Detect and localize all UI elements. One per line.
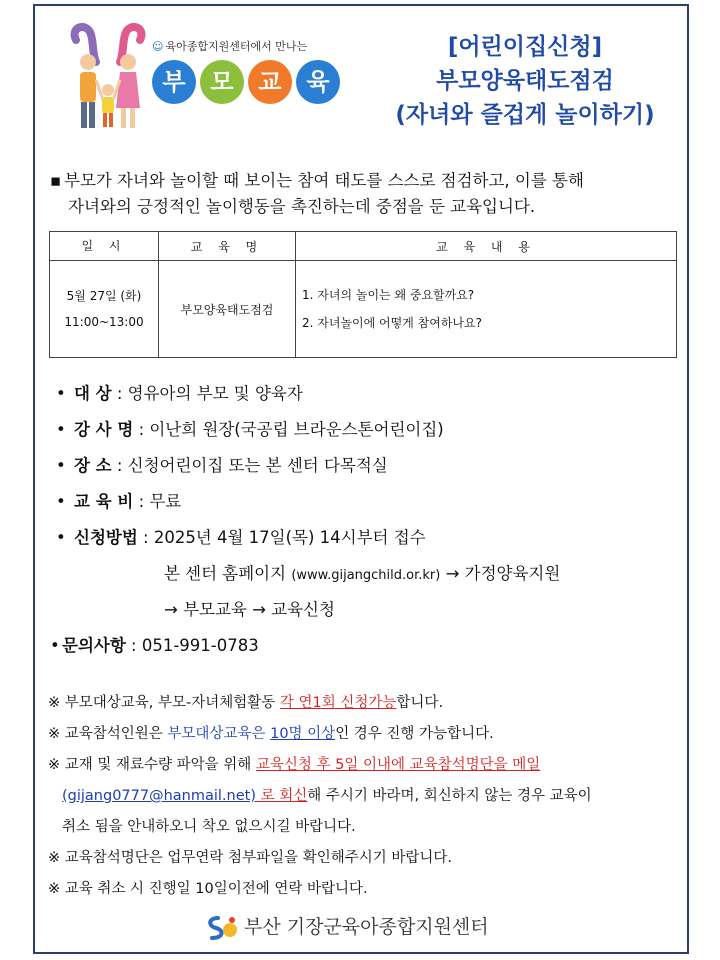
email-link[interactable]: (gijang0777@hanmail.net) — [62, 788, 256, 804]
homepage-link[interactable]: (www.gijangchild.or.kr) — [291, 568, 441, 583]
org-name: 부산 기장군육아종합지원센터 — [244, 916, 489, 938]
note-3-end: 취소 됨을 안내하오니 착오 없으시길 바랍니다. — [62, 819, 356, 835]
bullet-icon: • — [56, 420, 66, 439]
table-row — [50, 261, 677, 358]
note-5: ※ 교육 취소 시 진행일 10일이전에 연락 바랍니다. — [48, 881, 368, 897]
header-course-content: 교 육 내 용 — [296, 232, 677, 261]
detail-apply-path — [56, 560, 696, 596]
apply-path-steps: → 부모교육 → 교육신청 — [164, 600, 335, 619]
instructor-value: : 이난희 원장(국공립 브라운스톤어린이집) — [138, 420, 444, 439]
place-label: 장 소 — [74, 456, 112, 475]
center-logo-icon: ☺ — [152, 40, 164, 53]
note-highlight: 부모대상교육은 — [167, 726, 271, 742]
description-line-2: 자녀와의 긍정적인 놀이행동을 촉진하는데 중점을 둔 교육입니다. — [68, 197, 536, 216]
target-value: : 영유아의 부모 및 양육자 — [116, 384, 303, 403]
notes-list — [48, 688, 688, 905]
content-item-2: 2. 자녀놀이에 어떻게 참여하나요? — [302, 316, 482, 330]
title-line-1: [어린이집신청] — [447, 34, 603, 60]
description-line-1: 부모가 자녀와 놀이할 때 보이는 참여 태도를 스스로 점검하고, 이를 통해 — [64, 171, 584, 190]
note-1 — [48, 688, 688, 719]
content-item-1: 1. 자녀의 놀이는 왜 중요할까요? — [302, 288, 475, 302]
contact-label: 문의사항 — [62, 636, 126, 655]
header — [60, 16, 680, 136]
parent-education-logo — [152, 60, 344, 104]
note-highlight: 교육신청 후 5일 이내에 교육참석명단을 메일 — [255, 757, 541, 773]
bullet-icon: • — [56, 456, 66, 475]
note-text: 인 경우 진행 가능합니다. — [335, 726, 494, 742]
cell-course-name: 부모양육태도점검 — [159, 261, 296, 358]
logo-circle-bu: 부 — [152, 60, 196, 104]
detail-fee — [56, 488, 696, 524]
detail-apply-path-2 — [56, 596, 696, 632]
bullet-icon: • — [56, 528, 66, 547]
table-header-row — [50, 232, 677, 261]
detail-contact — [50, 632, 696, 668]
fee-label: 교 육 비 — [74, 492, 134, 511]
note-highlight: 로 회신 — [256, 788, 308, 804]
apply-label: 신청방법 — [74, 528, 138, 547]
cell-course-content — [296, 261, 677, 358]
note-text: ※ 교육참석인원은 — [48, 726, 168, 742]
place-value: : 신청어린이집 또는 본 센터 다목적실 — [116, 456, 388, 475]
schedule-table — [49, 231, 677, 358]
details-list — [50, 380, 696, 668]
note-2 — [48, 719, 688, 750]
session-time: 11:00~13:00 — [64, 315, 144, 329]
detail-apply — [56, 524, 696, 560]
program-title — [360, 30, 690, 132]
target-label: 대 상 — [74, 384, 112, 403]
bullet-icon: • — [50, 636, 60, 655]
bullet-icon: ▪ — [50, 171, 62, 190]
note-3-cont — [48, 781, 688, 812]
center-logo-icon — [204, 914, 238, 942]
detail-place — [56, 452, 696, 488]
cell-datetime — [50, 261, 159, 358]
detail-instructor — [56, 416, 696, 452]
apply-path-step: → 가정양육지원 — [440, 564, 561, 583]
note-highlight: 각 연1회 신청가능 — [279, 695, 397, 711]
tagline-text: 육아종합지원센터에서 만나는 — [165, 40, 308, 53]
logo-circle-yuk: 육 — [296, 60, 340, 104]
instructor-label: 강 사 명 — [74, 420, 134, 439]
footer — [204, 912, 489, 948]
apply-value: : 2025년 4월 17일(목) 14시부터 접수 — [143, 528, 426, 547]
logo-circle-gyo: 교 — [248, 60, 292, 104]
bullet-icon: • — [56, 492, 66, 511]
note-highlight: 10명 이상 — [270, 726, 336, 742]
program-description — [50, 168, 690, 220]
contact-value: : 051-991-0783 — [131, 636, 259, 655]
fee-value: : 무료 — [138, 492, 182, 511]
family-illustration — [66, 18, 150, 134]
title-line-2: 부모양육태도점검 — [436, 68, 614, 94]
note-3 — [48, 750, 688, 781]
note-text: 해 주시기 바라며, 회신하지 않는 경우 교육이 — [307, 788, 592, 804]
bullet-icon: • — [56, 384, 66, 403]
header-course-name: 교 육 명 — [159, 232, 296, 261]
note-text: 합니다. — [396, 695, 444, 711]
session-date: 5월 27일 (화) — [66, 289, 142, 303]
note-4: ※ 교육참석명단은 업무연락 첨부파일을 확인해주시기 바랍니다. — [48, 850, 452, 866]
logo-circle-mo: 모 — [200, 60, 244, 104]
note-text: ※ 교재 및 재료수량 파악을 위해 — [48, 757, 256, 773]
detail-target — [56, 380, 696, 416]
center-tagline — [152, 38, 307, 54]
header-datetime: 일 시 — [50, 232, 159, 261]
note-text: ※ 부모대상교육, 부모-자녀체험활동 — [48, 695, 280, 711]
apply-path-text: 본 센터 홈페이지 — [164, 564, 292, 583]
title-line-3: (자녀와 즐겁게 놀이하기) — [395, 102, 655, 128]
